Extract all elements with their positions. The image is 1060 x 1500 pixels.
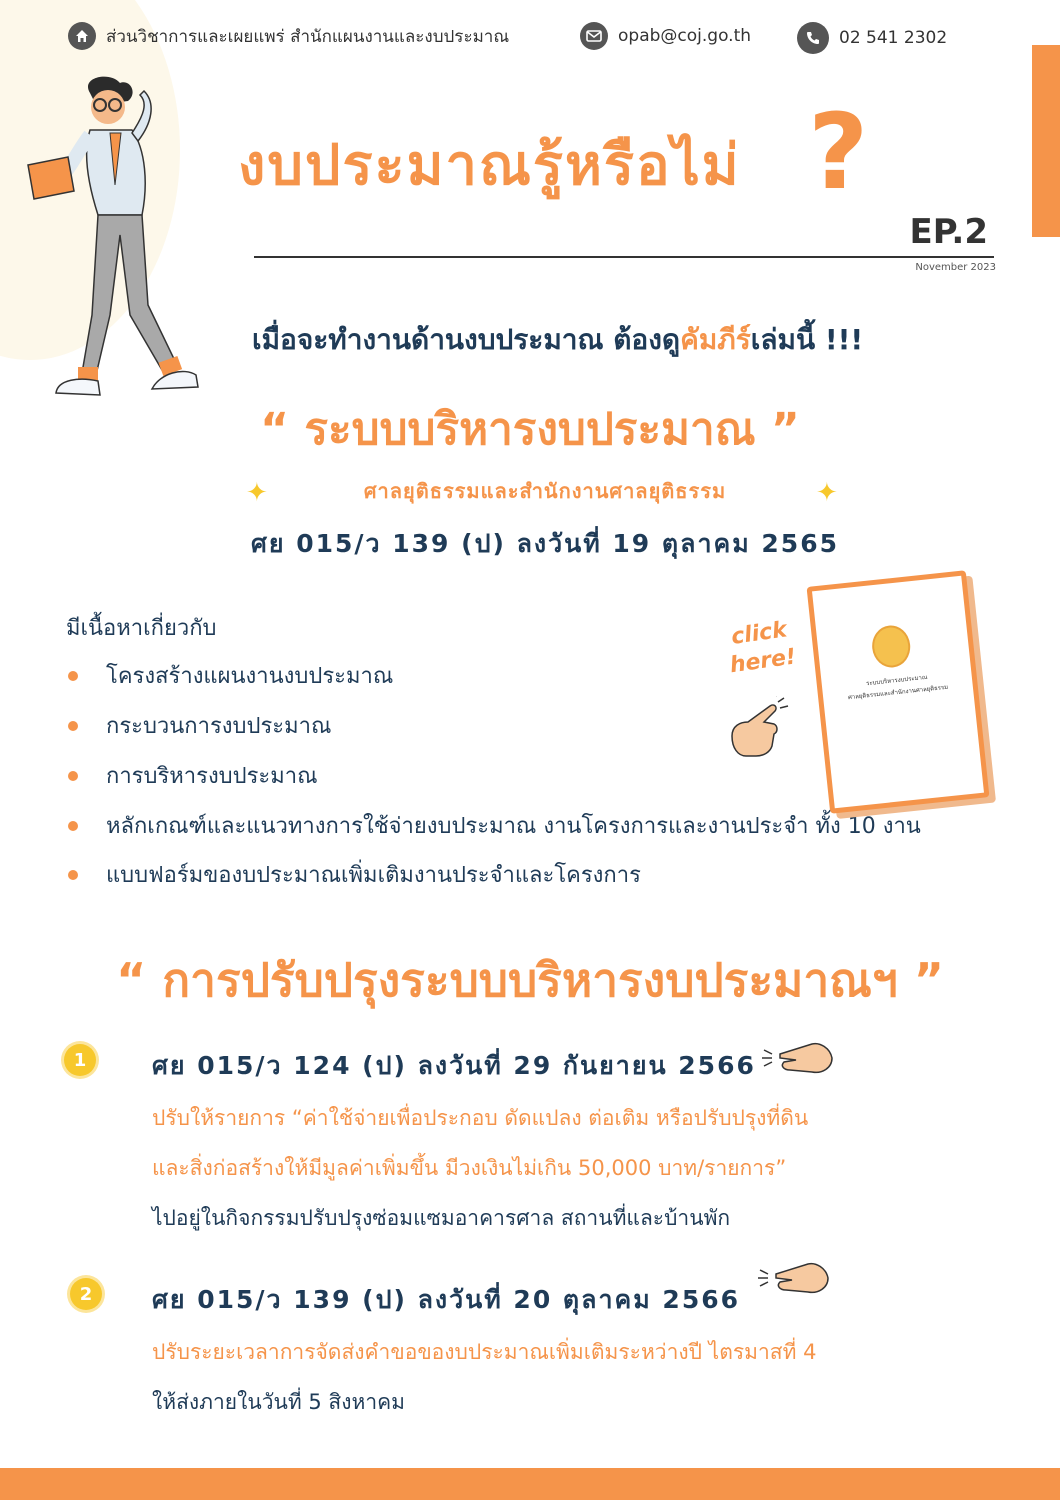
pointing-hand-icon [756, 1256, 830, 1298]
bullet-icon [68, 771, 78, 781]
system-subtitle: ศาลยุติธรรมและสำนักงานศาลยุติธรรม [363, 479, 727, 503]
update-detail-line: ปรับระยะเวลาการจัดส่งคำขอของบประมาณเพิ่มเติมระหว่างปี ไตรมาสที่ 4 [152, 1340, 817, 1364]
sparkle-icon-left: ✦ [246, 478, 268, 508]
side-accent-tab [1032, 45, 1060, 237]
update-detail-line: และสิ่งก่อสร้างให้มีมูลค่าเพิ่มขึ้น มีวงเงินไม่เกิน 50,000 บาท/รายการ” [152, 1156, 787, 1180]
bullet-icon [68, 821, 78, 831]
phone-icon [797, 22, 829, 54]
court-seal-icon [870, 624, 912, 670]
bullet-icon [68, 721, 78, 731]
department-contact [68, 22, 509, 50]
update-number-badge: 2 [70, 1278, 102, 1310]
bullet-icon [68, 671, 78, 681]
click-here-label[interactable]: click here! [728, 617, 798, 678]
topic-item: โครงสร้างแผนงานงบประมาณ [68, 658, 948, 693]
title-question-mark: ? [808, 91, 869, 213]
email-text[interactable]: opab@coj.go.th [618, 26, 752, 46]
title-divider [254, 256, 994, 258]
topic-item: กระบวนการงบประมาณ [68, 708, 948, 743]
sparkle-icon-right: ✦ [816, 478, 838, 508]
email-contact[interactable] [580, 22, 751, 50]
pointing-hand-icon [760, 1036, 834, 1078]
book-title-line2: ศาลยุติธรรมและสำนักงานศาลยุติธรรม [847, 683, 949, 702]
page-title: งบประมาณรู้หรือไม่ [238, 133, 741, 198]
phone-text[interactable]: 02 541 2302 [839, 28, 948, 48]
topic-item: หลักเกณฑ์และแนวทางการใช้จ่ายงบประมาณ งานโครงการและงานประจำ ทั้ง 10 งาน [68, 808, 948, 843]
department-text: ส่วนวิชาการและเผยแพร่ สำนักแผนงานและงบประมาณ [106, 26, 510, 47]
updates-title: “ การปรับปรุงระบบบริหารงบประมาณฯ ” [116, 953, 944, 1007]
update-reference: ศย 015/ว 139 (ป) ลงวันที่ 20 ตุลาคม 2566 [152, 1285, 741, 1314]
update-detail-line: ให้ส่งภายในวันที่ 5 สิงหาคม [152, 1390, 406, 1414]
system-title: “ ระบบบริหารงบประมาณ ” [260, 404, 800, 455]
update-detail-line: ไปอยู่ในกิจกรรมปรับปรุงซ่อมแซมอาคารศาล สถานที่และบ้านพัก [152, 1206, 731, 1230]
update-reference: ศย 015/ว 124 (ป) ลงวันที่ 29 กันยายน 2566 [152, 1051, 756, 1080]
lead-before: เมื่อจะทำงานด้านงบประมาณ ต้องดู [252, 323, 681, 356]
book-title-line1: ระบบบริหารงบประมาณ [865, 673, 928, 688]
home-icon [68, 22, 96, 50]
lead-sentence [252, 318, 863, 362]
lead-highlight: คัมภีร์ [680, 323, 751, 356]
update-detail-line: ปรับให้รายการ “ค่าใช้จ่ายเพื่อประกอบ ดัดแปลง ต่อเติม หรือปรับปรุงที่ดิน [152, 1106, 809, 1130]
contents-intro: มีเนื้อหาเกี่ยวกับ [66, 616, 217, 641]
pointing-hand-icon[interactable] [728, 696, 794, 758]
phone-contact[interactable] [797, 22, 947, 54]
topic-item: แบบฟอร์มของบประมาณเพิ่มเติมงานประจำและโครงการ [68, 857, 948, 892]
footer-bar [0, 1468, 1060, 1500]
lead-after: เล่มนี้ !!! [750, 323, 864, 356]
email-icon [580, 22, 608, 50]
topic-item: การบริหารงบประมาณ [68, 758, 948, 793]
issue-date: November 2023 [915, 262, 996, 273]
update-number-badge: 1 [64, 1044, 96, 1076]
budget-manual-book[interactable] [807, 570, 990, 813]
system-reference: ศย 015/ว 139 (ป) ลงวันที่ 19 ตุลาคม 2565 [250, 529, 839, 558]
episode-label: EP.2 [909, 212, 988, 252]
businessman-illustration [20, 75, 210, 405]
bullet-icon [68, 870, 78, 880]
